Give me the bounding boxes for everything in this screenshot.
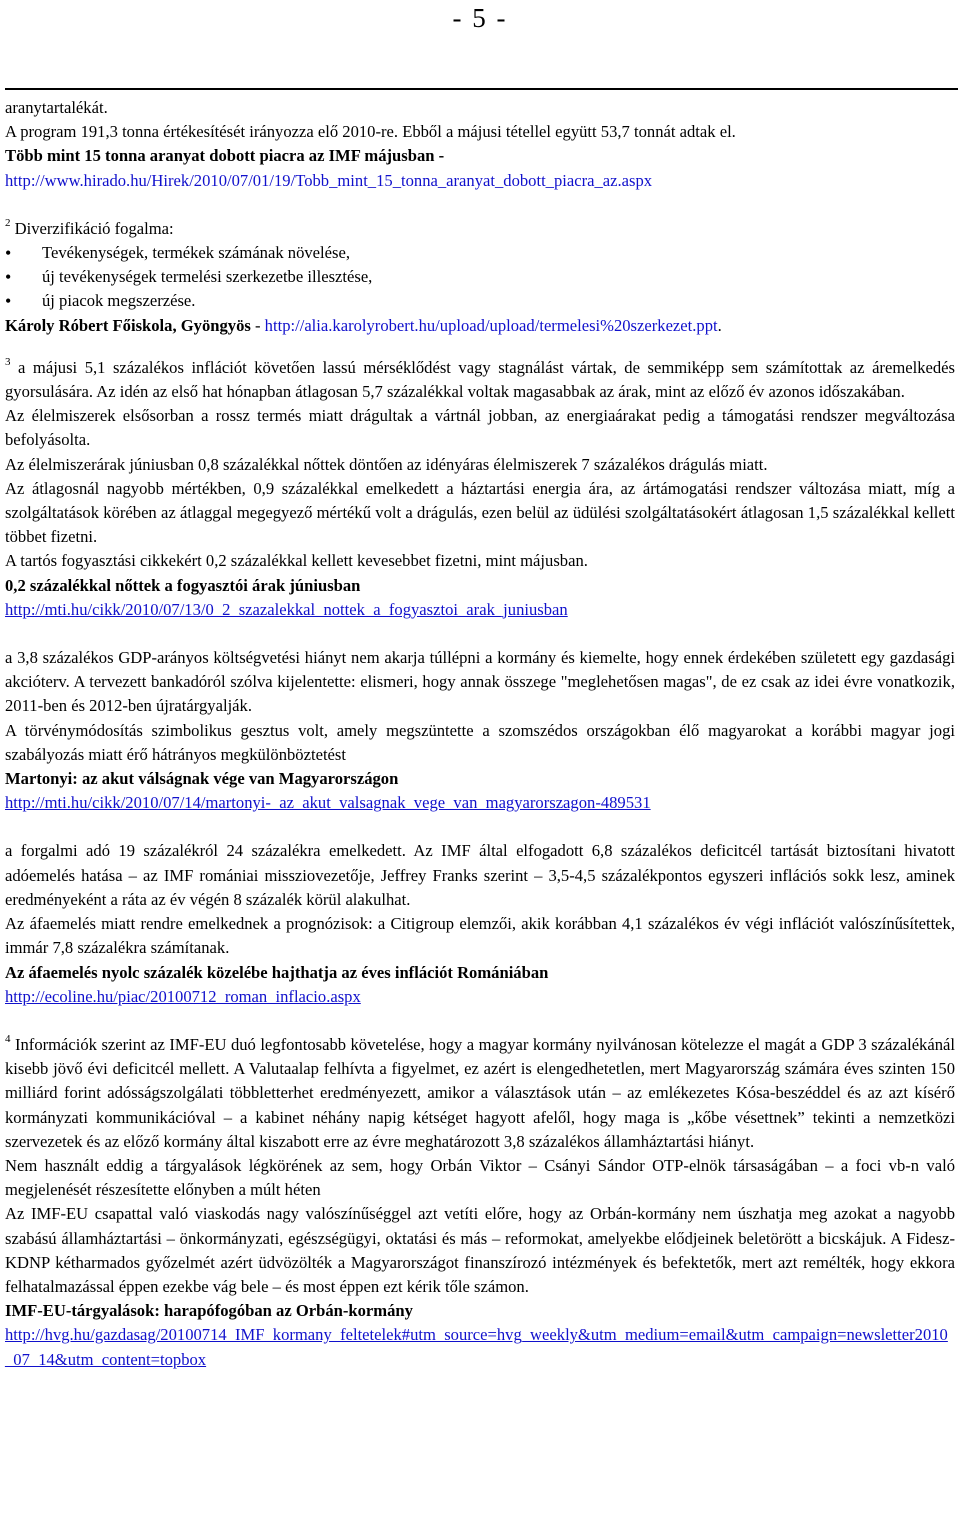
header-rule	[5, 88, 958, 90]
footnote-2-source-end: .	[717, 315, 722, 335]
page-number: - 5 -	[452, 3, 508, 33]
footnote-3-source-link[interactable]: http://mti.hu/cikk/2010/07/13/0_2_szazalekkal_nottek_a_fogyasztoi_arak_juniusban	[5, 599, 568, 619]
footnote-2-heading-text: Diverzifikáció fogalma:	[10, 218, 174, 238]
footnote-2-source-sep: -	[250, 315, 265, 335]
footnote-3-paragraph-2: Az élelmiszerek elsősorban a rossz termés miatt drágultak a vártnál jobban, az energiaárakat pedig a támogatási rendszer megváltozása befolyásolta.	[5, 406, 955, 450]
footnote-3-paragraph-5: A tartós fogyasztási cikkekért 0,2 százalékkal kellett kevesebbet fizetni, mint májusban.	[5, 551, 588, 571]
footnote-3-paragraph-4: Az átlagosnál nagyobb mértékben, 0,9 százalékkal emelkedett a háztartási energia ára, az ártámogatási rendszer változása miatt, míg a szolgáltatások körében az átlaggal megegyező mértékű volt a drágulás, ezen belül az üdülési szolgáltatásokért átlagosan 1,5 százalékkal kellett többet fizetni.	[5, 478, 955, 547]
budget-headline: Martonyi: az akut válságnak vége van Magyarországon	[5, 769, 399, 789]
footnote-4-paragraph-3: Az IMF-EU csapattal való viaskodás nagy valószínűséggel azt vetíti előre, hogy az Orbán-kormány nem úszhatja meg azokat a nagyobb szabású államháztartási – önkormányzati, egészségügyi, oktatási és más – reformokat, amelyekbe elődjeinek beletörött a bicskájuk. A Fidesz-KDNP kétharmados győzelmét azért üdvözölték a Magyarországot finanszírozó intézmények és befektetők, mert azt remélték, hogy ekkora felhatalmazással éppen ezekbe vág bele – és most éppen ezt kérik tőle számon.	[5, 1204, 955, 1296]
list-item: • új tevékenységek termelési szerkezetbe illesztése,	[5, 265, 955, 289]
intro-source-link[interactable]: http://www.hirado.hu/Hirek/2010/07/01/19/Tobb_mint_15_tonna_aranyat_dobott_piacra_az.aspx	[5, 170, 653, 190]
footnote-3-text-1: a májusi 5,1 százalékos inflációt követően lassú mérséklődést vagy stagnálást vártak, de semmiképp sem számítottak az áremelkedés gyorsulására. Az idén az első hat hónapban átlagosan 5,7 százalékkal voltak magasabbak az árak, mint az előző év azonos időszakában.	[5, 357, 955, 402]
footnote-4-text-1: Információk szerint az IMF-EU duó legfontosabb követelése, hogy a magyar kormány nyilvánosan kötelezze el magát a GDP 3 százalékánál kisebb jövő évi deficitcél mellett. A Valutaalap felhívta a figyelmet, ez azért is elengedhetetlen, mert Magyarország számára éves szinten 150 milliárd forint adósságszolgálati többletterhet eredményezett, amikor a választások után – az emlékezetes Kósa-beszéddel és az azt kísérő kormányzati kommunikációval – a kabinet néhány napig kétséget hagyott afelől, hogy maga is „kőbe vésettnek” tekinti a nemzetközi szervezetek és az előző kormány által kiszabott erre az évre meghatározott 3,8 százalékos államháztartási hiányt.	[5, 1034, 955, 1151]
intro-headline: Több mint 15 tonna aranyat dobott piacra az IMF májusban -	[5, 146, 445, 166]
footnote-3-paragraph-3: Az élelmiszerárak júniusban 0,8 százalékkal nőttek döntően az idényáras élelmiszerek 7 százalékos drágulás miatt.	[5, 454, 768, 474]
budget-paragraph-2: A törvénymódosítás szimbolikus gesztus volt, amely megszüntette a szomszédos országokban élő magyarokat a korábbi magyar jogi szabályozás miatt érő hátrányos megkülönböztetést	[5, 720, 955, 764]
footnote-2-source	[5, 314, 955, 338]
footnote-3-headline: 0,2 százalékkal nőttek a fogyasztói árak júniusban	[5, 575, 361, 595]
footnote-2-source-link[interactable]: http://alia.karolyrobert.hu/upload/upload/termelesi%20szerkezet.ppt	[264, 315, 718, 335]
footnote-3-paragraph-1	[5, 356, 955, 404]
footnote-4-headline: IMF-EU-tárgyalások: harapófogóban az Orbán-kormány	[5, 1301, 413, 1321]
document-body	[5, 96, 955, 1372]
footnote-4-source-link[interactable]: http://hvg.hu/gazdasag/20100714_IMF_kormany_feltetelek#utm_source=hvg_weekly&utm_medium=email&utm_campaign=newsletter2010_07_14&utm_content=topbox	[5, 1325, 948, 1369]
romania-source-link[interactable]: http://ecoline.hu/piac/20100712_roman_inflacio.aspx	[5, 986, 361, 1006]
romania-paragraph-1: a forgalmi adó 19 százalékról 24 százalékra emelkedett. Az IMF által elfogadott 6,8 százalékos deficitcél tartását biztosítani hivatott adóemelés hatása – az IMF romániai missziovezetője, Jeffrey Franks szerint – 3,5-4,5 százalékpontos egyszeri inflációs sokk lesz, aminek eredményeként a ráta az év végén 8 százalék körül alakulhat.	[5, 841, 955, 909]
romania-paragraph-2: Az áfaemelés miatt rendre emelkednek a prognózisok: a Citigroup elemzői, akik korábban 4,1 százalékos év végi inflációt valószínűsítettek, immár 7,8 százalékra számítanak.	[5, 914, 955, 958]
footnote-marker-3: 3	[5, 356, 11, 369]
intro-line-1: aranytartalékát.	[5, 98, 108, 117]
list-item: • új piacok megszerzése.	[5, 289, 955, 313]
footnote-marker-2: 2	[5, 217, 11, 230]
intro-line-2: A program 191,3 tonna értékesítését irányozza elő 2010-re. Ebből a májusi tétellel együtt 53,7 tonnát adtak el.	[5, 122, 736, 142]
romania-headline: Az áfaemelés nyolc százalék közelébe hajthatja az éves inflációt Romániában	[5, 962, 549, 982]
list-item: • Tevékenységek, termékek számának növelése,	[5, 241, 955, 265]
budget-paragraph-1: a 3,8 százalékos GDP-arányos költségvetési hiányt nem akarja túllépni a kormány és kiemelte, hogy ennek érdekében született egy gazdasági akcióterv. A tervezett bankadóról szólva kijelentette: elismeri, hogy annak összege "meglehetősen magas", de ez csak az idei évre vonatkozik, 2011-ben és 2012-ben újratárgyalják.	[5, 648, 955, 716]
footnote-marker-4: 4	[5, 1033, 11, 1046]
footnote-2-source-name: Károly Róbert Főiskola, Gyöngyös	[5, 315, 251, 335]
footnote-2-heading	[5, 217, 955, 241]
footnote-4-paragraph-1	[5, 1033, 955, 1154]
footnote-4-paragraph-2: Nem használt eddig a tárgyalások légkörének az sem, hogy Orbán Viktor – Csányi Sándor OTP-elnök társaságában – a foci vb-n való megjelenését részesítette előnyben a múlt héten	[5, 1155, 955, 1200]
budget-source-link[interactable]: http://mti.hu/cikk/2010/07/14/martonyi-_az_akut_valsagnak_vege_van_magyarorszagon-489531	[5, 793, 651, 813]
diversification-list	[5, 241, 955, 314]
